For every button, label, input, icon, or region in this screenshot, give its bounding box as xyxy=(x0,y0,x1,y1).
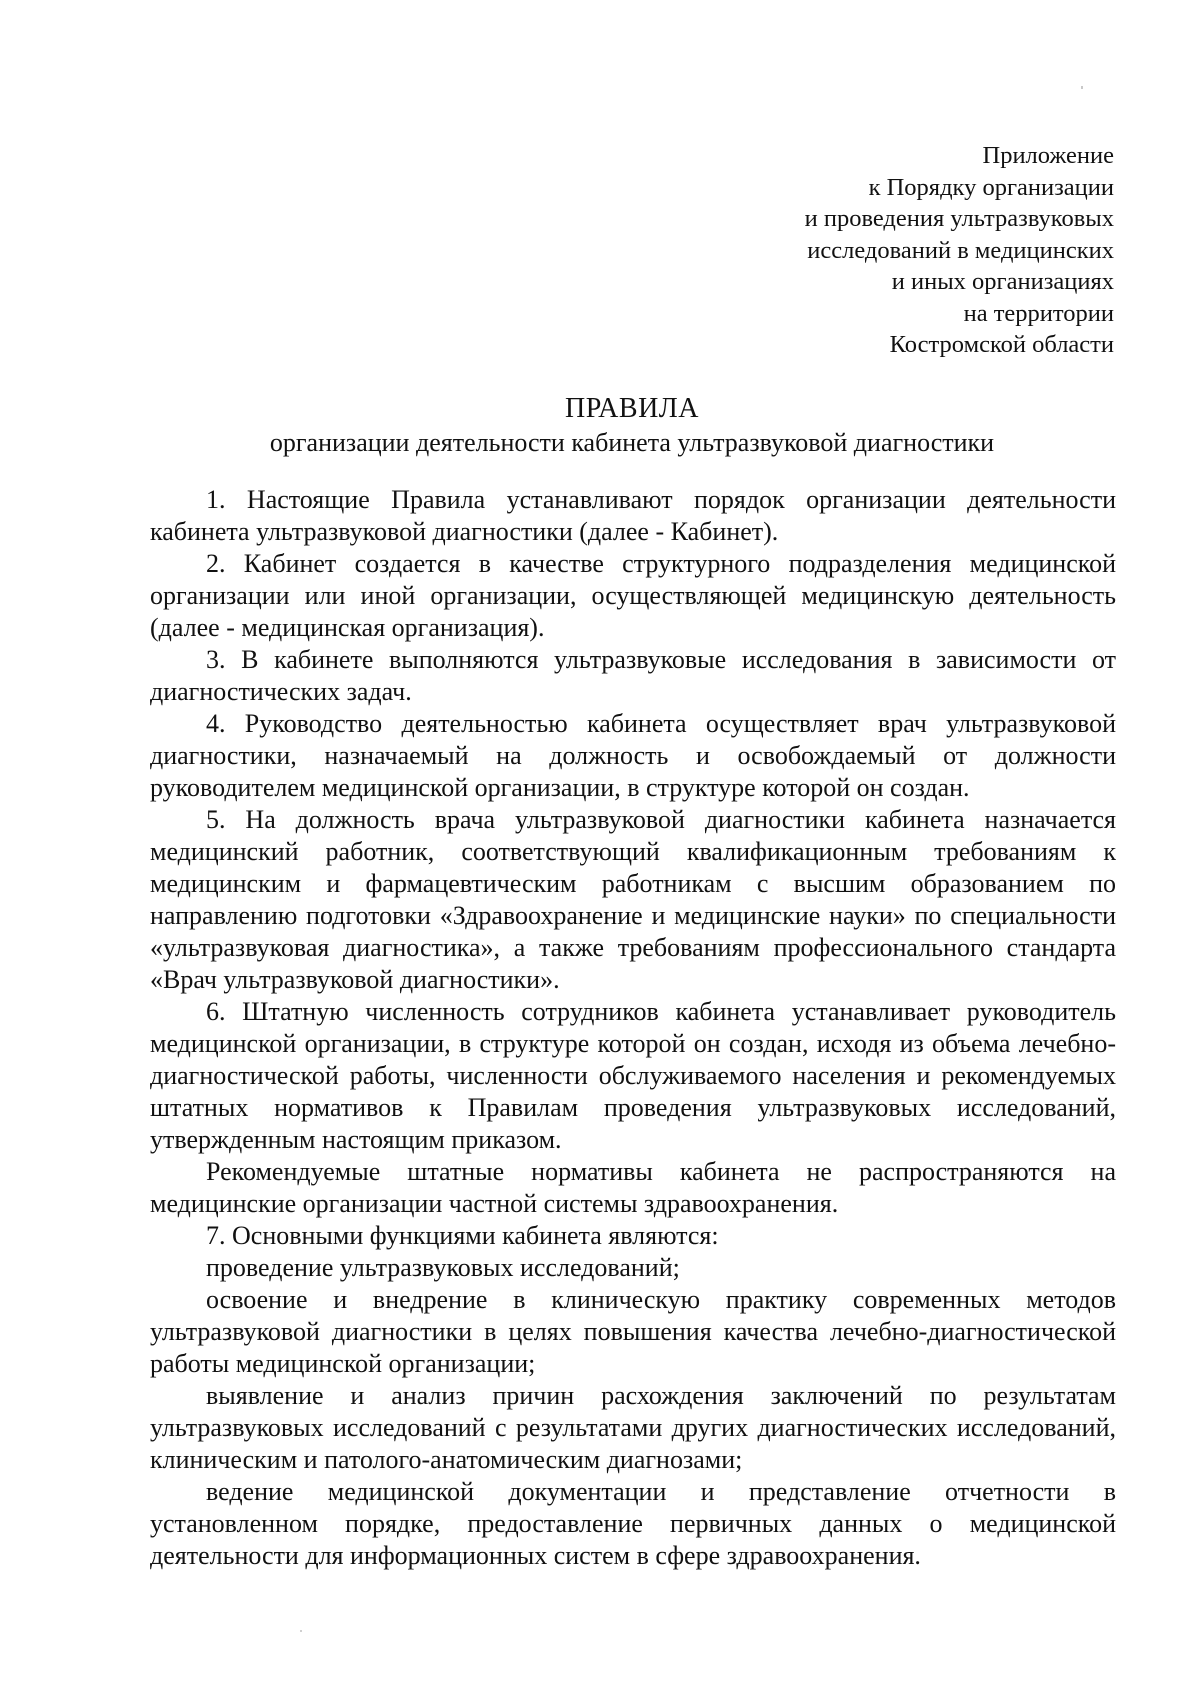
document-subtitle: организации деятельности кабинета ультразвуковой диагностики xyxy=(269,428,995,457)
appendix-line: на территории xyxy=(963,299,1114,327)
appendix-line: и иных организациях xyxy=(891,268,1114,295)
paragraph: выявление и анализ причин расхождения заключений по результатам ультразвуковых исследований с результатами других диагностических исследований, клиническим и патолого-анатомическим диагнозами; xyxy=(150,1381,1116,1474)
document-title: ПРАВИЛА xyxy=(564,393,700,424)
appendix-line: Приложение xyxy=(982,142,1114,169)
paragraph: 7. Основными функциями кабинета являются: xyxy=(206,1221,719,1250)
appendix-line: и проведения ультразвуковых xyxy=(804,205,1114,232)
document-body xyxy=(150,484,1116,1572)
appendix-line: Костромской области xyxy=(889,331,1114,358)
scan-artifact xyxy=(1081,86,1083,89)
scan-artifact xyxy=(300,1630,302,1632)
paragraph: 4. Руководство деятельностью кабинета осуществляет врач ультразвуковой диагностики, назначаемый на должность и освобождаемый от должности руководителем медицинской организации, в структуре которой он создан. xyxy=(150,709,1116,802)
appendix-line: исследований в медицинских xyxy=(807,236,1114,264)
paragraph: 1. Настоящие Правила устанавливают порядок организации деятельности кабинета ультразвуковой диагностики (далее - Кабинет). xyxy=(150,485,1116,546)
paragraph: проведение ультразвуковых исследований; xyxy=(206,1253,680,1282)
appendix-heading xyxy=(674,140,1114,361)
paragraph: 3. В кабинете выполняются ультразвуковые исследования в зависимости от диагностических задач. xyxy=(150,645,1116,706)
paragraph: 5. На должность врача ультразвуковой диагностики кабинета назначается медицинский работник, соответствующий квалификационным требованиям к медицинским и фармацевтическим работникам с высшим образованием по направлению подготовки «Здравоохранение и медицинские науки» по специальности «ультразвуковая диагностика», а также требованиям профессионального стандарта «Врач ультразвуковой диагностики». xyxy=(150,805,1116,994)
document-heading xyxy=(150,392,1114,460)
appendix-line: к Порядку организации xyxy=(868,173,1114,201)
paragraph: Рекомендуемые штатные нормативы кабинета не распространяются на медицинские организации частной системы здравоохранения. xyxy=(150,1157,1116,1218)
paragraph: 2. Кабинет создается в качестве структурного подразделения медицинской организации или иной организации, осуществляющей медицинскую деятельность (далее - медицинская организация). xyxy=(150,549,1116,642)
paragraph: ведение медицинской документации и представление отчетности в установленном порядке, предоставление первичных данных о медицинской деятельности для информационных систем в сфере здравоохранения. xyxy=(150,1477,1116,1570)
paragraph: 6. Штатную численность сотрудников кабинета устанавливает руководитель медицинской организации, в структуре которой он создан, исходя из объема лечебно-диагностической работы, численности обслуживаемого населения и рекомендуемых штатных нормативов к Правилам проведения ультразвуковых исследований, утвержденным настоящим приказом. xyxy=(150,997,1116,1154)
paragraph: освоение и внедрение в клиническую практику современных методов ультразвуковой диагностики в целях повышения качества лечебно-диагностической работы медицинской организации; xyxy=(150,1285,1116,1378)
